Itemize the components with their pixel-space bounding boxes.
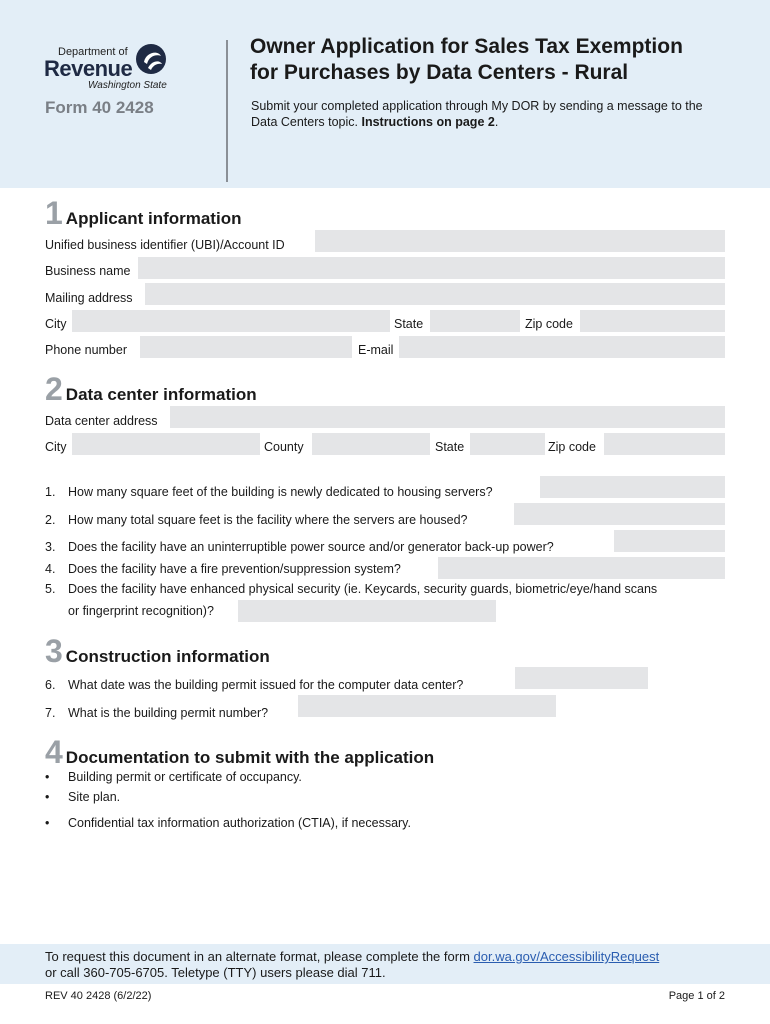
accessibility-note: [45, 949, 659, 981]
state-input[interactable]: [430, 310, 520, 332]
dc-state-input[interactable]: [470, 433, 545, 455]
question-number: 3.: [45, 540, 56, 554]
section-label: Data center information: [65, 385, 257, 404]
bullet-text: Site plan.: [68, 790, 121, 804]
question-7: [45, 706, 268, 720]
dc-zip-input[interactable]: [604, 433, 725, 455]
dc-state-label: State: [435, 440, 465, 454]
question-text: What date was the building permit issued for the computer data center?: [68, 678, 464, 692]
list-item: [45, 790, 120, 804]
question-text: How many square feet of the building is newly dedicated to housing servers?: [68, 485, 493, 499]
list-item: [45, 816, 411, 830]
section-number: 1: [45, 195, 63, 231]
mailing-address-input[interactable]: [145, 283, 725, 305]
header-band: [0, 0, 770, 188]
question-number: 1.: [45, 485, 56, 499]
section-label: Construction information: [65, 647, 270, 666]
accessibility-text-line-2: or call 360-705-6705. Teletype (TTY) users please dial 711.: [45, 965, 386, 980]
zip-input[interactable]: [580, 310, 725, 332]
question-6: [45, 678, 463, 692]
dor-logo: [44, 42, 174, 92]
question-4-input[interactable]: [438, 557, 725, 579]
list-item: [45, 770, 302, 784]
business-name-label: Business name: [45, 264, 131, 278]
bullet-glyph: •: [45, 770, 50, 784]
question-text: Does the facility have enhanced physical security (ie. Keycards, security guards, biometric/eye/hand scans: [68, 582, 658, 596]
question-number: 2.: [45, 513, 56, 527]
title-line-2: for Purchases by Data Centers - Rural: [250, 61, 629, 84]
section-1-heading: [45, 195, 242, 231]
logo-dept-text: Department of: [58, 46, 128, 58]
question-text: or fingerprint recognition)?: [68, 604, 214, 618]
ubi-label: Unified business identifier (UBI)/Account ID: [45, 238, 285, 252]
data-center-address-label: Data center address: [45, 414, 158, 428]
section-number: 2: [45, 371, 63, 407]
accessibility-link[interactable]: dor.wa.gov/AccessibilityRequest: [473, 949, 660, 964]
revision-code: REV 40 2428 (6/2/22): [45, 990, 152, 1002]
bullet-text: Confidential tax information authorization (CTIA), if necessary.: [68, 816, 411, 830]
question-number: 7.: [45, 706, 56, 720]
dc-county-input[interactable]: [312, 433, 430, 455]
city-label: City: [45, 317, 67, 331]
logo-state-text: Washington State: [88, 80, 167, 91]
question-3-input[interactable]: [614, 530, 725, 552]
logo-revenue-text: Revenue: [44, 56, 133, 81]
email-label: E-mail: [358, 343, 394, 357]
question-5-continued: [45, 604, 214, 618]
phone-input[interactable]: [140, 336, 352, 358]
question-2: [45, 513, 468, 527]
question-1-input[interactable]: [540, 476, 725, 498]
zip-label: Zip code: [525, 317, 573, 331]
bullet-glyph: •: [45, 816, 50, 830]
dc-zip-label: Zip code: [548, 440, 596, 454]
phone-label: Phone number: [45, 343, 128, 357]
question-1: [45, 485, 493, 499]
section-2-heading: [45, 371, 257, 407]
question-5-input[interactable]: [238, 600, 496, 622]
form-number: Form 40 2428: [45, 98, 154, 117]
dc-city-input[interactable]: [72, 433, 260, 455]
section-label: Documentation to submit with the application: [65, 748, 435, 767]
header-divider: [226, 40, 228, 182]
dor-logo-mark-icon: [134, 42, 168, 76]
question-number: 4.: [45, 562, 56, 576]
question-text: How many total square feet is the facility where the servers are housed?: [68, 513, 468, 527]
question-text: What is the building permit number?: [68, 706, 269, 720]
email-input[interactable]: [399, 336, 725, 358]
page-subtitle: [251, 98, 731, 130]
state-label: State: [394, 317, 424, 331]
section-number: 3: [45, 633, 63, 669]
bullet-glyph: •: [45, 790, 50, 804]
business-name-input[interactable]: [138, 257, 725, 279]
page-title: [250, 34, 750, 86]
title-line-1: Owner Application for Sales Tax Exemption: [250, 35, 683, 58]
question-4: [45, 562, 401, 576]
mailing-address-label: Mailing address: [45, 291, 133, 305]
dc-county-label: County: [264, 440, 304, 454]
data-center-address-input[interactable]: [170, 406, 725, 428]
question-2-input[interactable]: [514, 503, 725, 525]
bullet-text: Building permit or certificate of occupancy.: [68, 770, 302, 784]
ubi-input[interactable]: [315, 230, 725, 252]
question-text: Does the facility have a fire prevention/suppression system?: [68, 562, 401, 576]
permit-number-input[interactable]: [298, 695, 556, 717]
accessibility-text: To request this document in an alternate format, please complete the form: [45, 949, 474, 964]
question-5: [45, 582, 657, 596]
subtitle-end: .: [494, 115, 499, 129]
section-label: Applicant information: [65, 209, 242, 228]
section-3-heading: [45, 633, 270, 669]
subtitle-main: Submit your completed application through My DOR by sending a message to the Data Centers topic.: [251, 99, 703, 129]
question-number: 5.: [45, 582, 56, 596]
permit-date-input[interactable]: [515, 667, 648, 689]
dc-city-label: City: [45, 440, 67, 454]
subtitle-bold: Instructions on page 2: [361, 115, 495, 129]
question-text: Does the facility have an uninterruptible power source and/or generator back-up power?: [68, 540, 554, 554]
city-input[interactable]: [72, 310, 390, 332]
section-number: 4: [45, 734, 63, 770]
page-number: Page 1 of 2: [668, 990, 725, 1002]
section-4-heading: [45, 734, 435, 770]
question-3: [45, 540, 554, 554]
question-number: 6.: [45, 678, 56, 692]
